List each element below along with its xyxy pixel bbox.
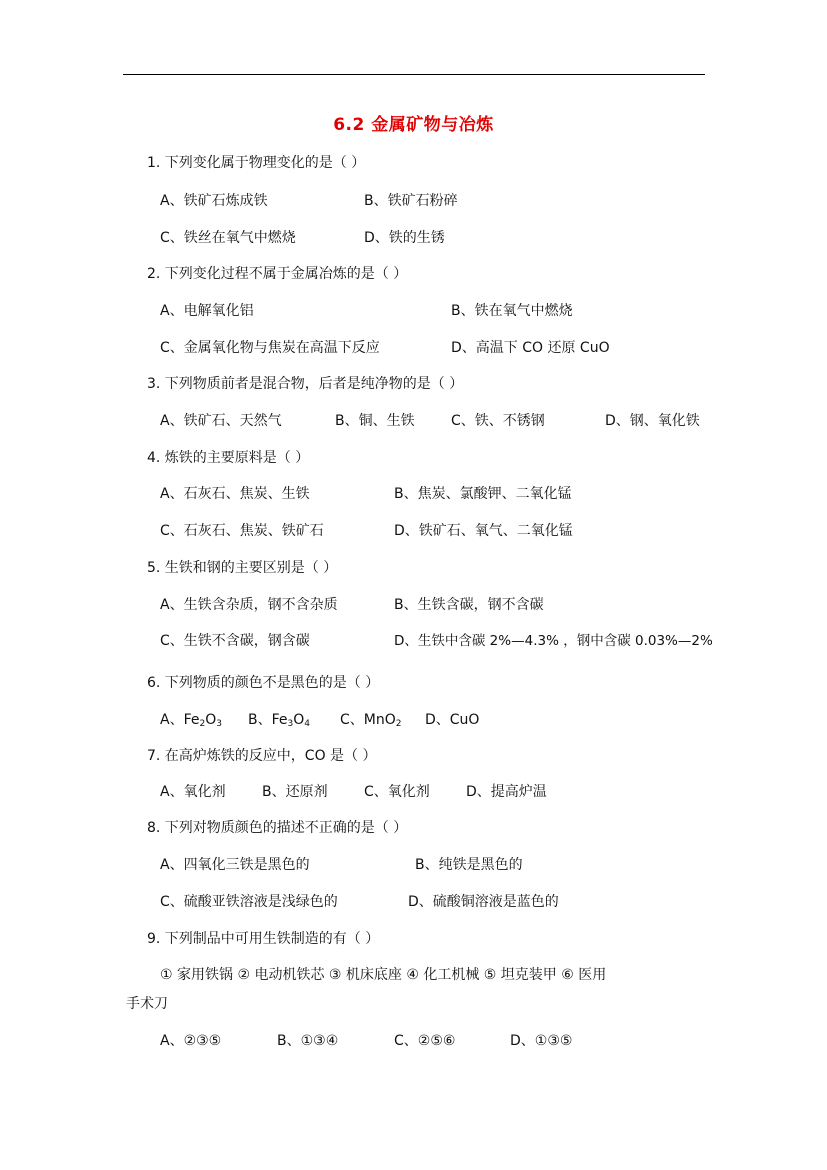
question-9-option-a[interactable]: A、②③⑤	[160, 1033, 222, 1049]
question-4-option-a[interactable]: A、石灰石、焦炭、生铁	[160, 486, 310, 502]
question-5-option-c[interactable]: C、生铁不含碳，钢含碳	[160, 633, 310, 649]
question-7-option-a[interactable]: A、氧化剂	[160, 784, 226, 800]
question-1-option-d[interactable]: D、铁的生锈	[364, 230, 445, 246]
question-6-option-b[interactable]: B、$Fe_3O_4$	[248, 712, 311, 729]
question-8-option-d[interactable]: D、硫酸铜溶液是蓝色的	[408, 894, 559, 910]
question-9-option-d[interactable]: D、①③⑤	[510, 1033, 573, 1049]
question-2-stem: 2. 下列变化过程不属于金属冶炼的是（ ）	[147, 266, 408, 282]
question-8-option-a[interactable]: A、四氧化三铁是黑色的	[160, 857, 310, 873]
question-4-option-c[interactable]: C、石灰石、焦炭、铁矿石	[160, 523, 324, 539]
question-3-option-c[interactable]: C、铁、不锈钢	[451, 413, 545, 429]
question-1-option-c[interactable]: C、铁丝在氧气中燃烧	[160, 230, 296, 246]
question-6-option-c[interactable]: C、MnO$_2$	[340, 712, 402, 729]
question-5-stem: 5. 生铁和钢的主要区别是（ ）	[147, 560, 338, 576]
question-9-items: ① 家用铁锅 ② 电动机铁芯 ③ 机床底座 ④ 化工机械 ⑤ 坦克装甲 ⑥ 医用	[160, 967, 607, 983]
question-6-option-d[interactable]: D、CuO	[425, 712, 480, 728]
question-2-option-a[interactable]: A、电解氧化铝	[160, 303, 254, 319]
question-4-option-d[interactable]: D、铁矿石、氧气、二氧化锰	[394, 523, 573, 539]
question-8-option-b[interactable]: B、纯铁是黑色的	[415, 857, 523, 873]
question-2-option-c[interactable]: C、金属氧化物与焦炭在高温下反应	[160, 340, 380, 356]
question-8-option-c[interactable]: C、硫酸亚铁溶液是浅绿色的	[160, 894, 338, 910]
page-title: 6.2 金属矿物与冶炼	[333, 115, 494, 135]
question-3-option-a[interactable]: A、铁矿石、天然气	[160, 413, 282, 429]
question-9-stem: 9. 下列制品中可用生铁制造的有（ ）	[147, 931, 380, 947]
question-7-option-b[interactable]: B、还原剂	[262, 784, 328, 800]
question-5-option-a[interactable]: A、生铁含杂质，钢不含杂质	[160, 597, 338, 613]
question-4-stem: 4. 炼铁的主要原料是（ ）	[147, 450, 310, 466]
question-3-option-b[interactable]: B、铜、生铁	[335, 413, 415, 429]
question-1-option-b[interactable]: B、铁矿石粉碎	[364, 193, 458, 209]
question-6-stem: 6. 下列物质的颜色不是黑色的是（ ）	[147, 675, 380, 691]
question-9-option-c[interactable]: C、②⑤⑥	[394, 1033, 456, 1049]
question-1-stem: 1. 下列变化属于物理变化的是（ ）	[147, 155, 366, 171]
question-6-option-a[interactable]: A、$Fe_2O_3$	[160, 712, 222, 729]
question-2-option-b[interactable]: B、铁在氧气中燃烧	[451, 303, 573, 319]
question-9-option-b[interactable]: B、①③④	[277, 1033, 339, 1049]
question-7-option-d[interactable]: D、提高炉温	[466, 784, 547, 800]
question-5-option-d[interactable]: D、生铁中含碳 2%—4.3% ，钢中含碳 0.03%—2%	[394, 633, 713, 649]
question-2-option-d[interactable]: D、高温下 CO 还原 CuO	[451, 340, 610, 356]
question-7-stem: 7. 在高炉炼铁的反应中，CO 是（ ）	[147, 748, 377, 764]
question-3-stem: 3. 下列物质前者是混合物，后者是纯净物的是（ ）	[147, 376, 464, 392]
question-3-option-d[interactable]: D、钢、氧化铁	[605, 413, 700, 429]
question-9-items-continued: 手术刀	[126, 996, 168, 1012]
header-rule	[123, 74, 705, 75]
question-4-option-b[interactable]: B、焦炭、氯酸钾、二氧化锰	[394, 486, 572, 502]
question-1-option-a[interactable]: A、铁矿石炼成铁	[160, 193, 268, 209]
question-5-option-b[interactable]: B、生铁含碳，钢不含碳	[394, 597, 544, 613]
question-8-stem: 8. 下列对物质颜色的描述不正确的是（ ）	[147, 820, 408, 836]
question-7-option-c[interactable]: C、氧化剂	[364, 784, 430, 800]
